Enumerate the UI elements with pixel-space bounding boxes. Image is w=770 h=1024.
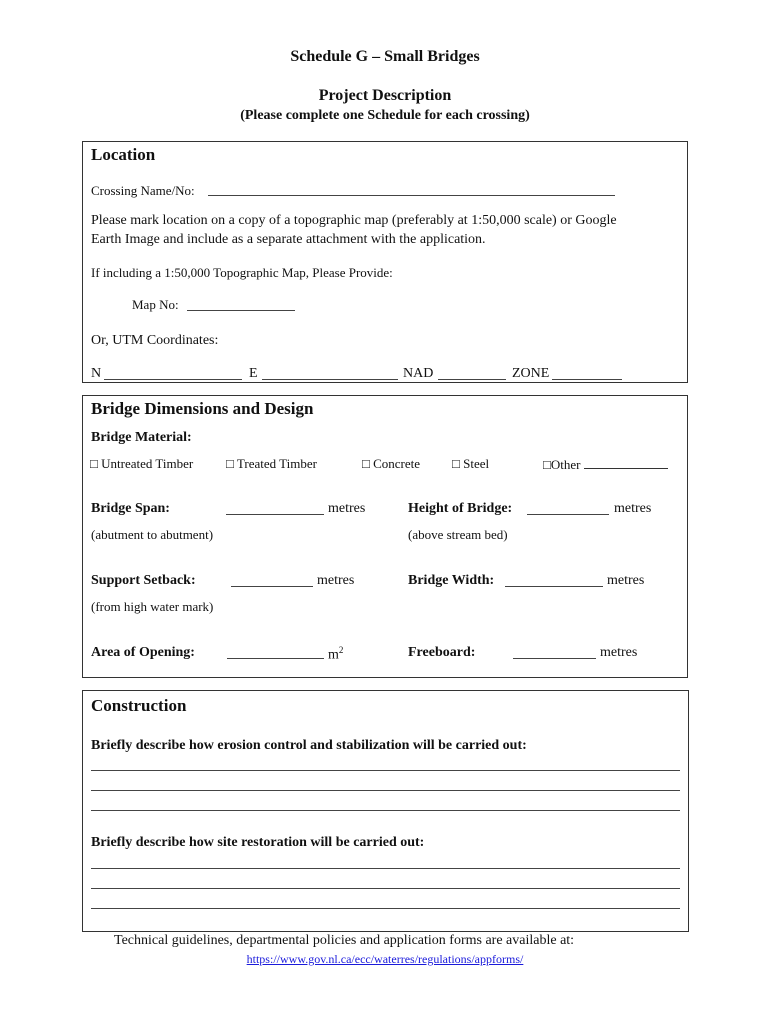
checkbox-icon[interactable]: □ xyxy=(543,457,551,472)
material-option-concrete[interactable] xyxy=(362,456,420,472)
checkbox-icon[interactable]: □ xyxy=(90,456,98,471)
erosion-answer-line-1[interactable] xyxy=(91,770,680,771)
bridge-height-field[interactable] xyxy=(527,514,609,515)
bridge-span-field[interactable] xyxy=(226,514,324,515)
erosion-question: Briefly describe how erosion control and stabilization will be carried out: xyxy=(91,738,527,753)
material-option-steel[interactable] xyxy=(452,456,489,472)
map-instruction-line1: Please mark location on a copy of a topographic map (preferably at 1:50,000 scale) or Google xyxy=(91,213,617,228)
bridge-width-label: Bridge Width: xyxy=(408,573,495,588)
map-no-label: Map No: xyxy=(132,297,179,312)
checkbox-icon[interactable]: □ xyxy=(226,456,234,471)
bridge-span-note: (abutment to abutment) xyxy=(91,527,214,542)
bridge-material-label: Bridge Material: xyxy=(91,430,192,445)
bridge-width-field[interactable] xyxy=(505,586,603,587)
checkbox-icon[interactable]: □ xyxy=(452,456,460,471)
restoration-answer-line-3[interactable] xyxy=(91,908,680,909)
map-no-field[interactable] xyxy=(187,310,295,311)
material-label: Treated Timber xyxy=(236,456,317,471)
crossing-name-label: Crossing Name/No: xyxy=(91,183,195,198)
utm-e-field[interactable] xyxy=(262,379,398,380)
material-option-other[interactable] xyxy=(543,456,668,473)
area-of-opening-unit: $m^2$ xyxy=(328,645,344,663)
crossing-name-field[interactable] xyxy=(208,195,615,196)
location-heading: Location xyxy=(91,145,156,164)
utm-zone-field[interactable] xyxy=(552,379,622,380)
material-label: Steel xyxy=(463,456,490,471)
utm-n-field[interactable] xyxy=(104,379,242,380)
construction-section xyxy=(82,690,689,932)
restoration-answer-line-1[interactable] xyxy=(91,868,680,869)
restoration-question: Briefly describe how site restoration will be carried out: xyxy=(91,835,425,850)
area-of-opening-label: Area of Opening: xyxy=(91,645,195,660)
utm-e-label: E xyxy=(249,366,258,381)
support-setback-label: Support Setback: xyxy=(91,573,196,588)
material-label: Other xyxy=(550,457,581,472)
area-of-opening-field[interactable] xyxy=(227,658,324,659)
erosion-answer-line-3[interactable] xyxy=(91,810,680,811)
freeboard-unit: metres xyxy=(600,645,638,660)
utm-zone-label: ZONE xyxy=(512,366,550,381)
topo-map-note: If including a 1:50,000 Topographic Map, Please Provide: xyxy=(91,265,393,280)
material-option-untreated-timber[interactable] xyxy=(90,456,193,472)
material-label: Untreated Timber xyxy=(101,456,194,471)
erosion-answer-line-2[interactable] xyxy=(91,790,680,791)
utm-nad-label: NAD xyxy=(403,366,434,381)
document-title: Schedule G – Small Bridges xyxy=(290,48,480,65)
utm-label: Or, UTM Coordinates: xyxy=(91,333,219,348)
utm-nad-field[interactable] xyxy=(438,379,506,380)
bridge-span-label: Bridge Span: xyxy=(91,501,170,516)
support-setback-note: (from high water mark) xyxy=(91,599,214,614)
bridge-heading: Bridge Dimensions and Design xyxy=(91,399,314,418)
utm-n-label: N xyxy=(91,366,102,381)
bridge-span-unit: metres xyxy=(328,501,366,516)
support-setback-field[interactable] xyxy=(231,586,313,587)
bridge-width-unit: metres xyxy=(607,573,645,588)
restoration-answer-line-2[interactable] xyxy=(91,888,680,889)
footer-text: Technical guidelines, departmental policies and application forms are available at: xyxy=(114,933,575,948)
checkbox-icon[interactable]: □ xyxy=(362,456,370,471)
application-forms-link[interactable]: https://www.gov.nl.ca/ecc/waterres/regulations/appforms/ xyxy=(246,952,524,966)
project-description-title: Project Description xyxy=(318,87,452,104)
map-instruction-line2: Earth Image and include as a separate attachment with the application. xyxy=(91,232,486,247)
freeboard-field[interactable] xyxy=(513,658,596,659)
material-option-treated-timber[interactable] xyxy=(226,456,317,472)
other-material-field[interactable] xyxy=(584,456,668,469)
bridge-height-unit: metres xyxy=(614,501,652,516)
instruction-text: (Please complete one Schedule for each crossing) xyxy=(240,108,530,123)
support-setback-unit: metres xyxy=(317,573,355,588)
construction-heading: Construction xyxy=(91,696,187,715)
freeboard-label: Freeboard: xyxy=(408,645,476,660)
material-label: Concrete xyxy=(373,456,421,471)
bridge-height-label: Height of Bridge: xyxy=(408,501,513,516)
bridge-height-note: (above stream bed) xyxy=(408,527,508,542)
